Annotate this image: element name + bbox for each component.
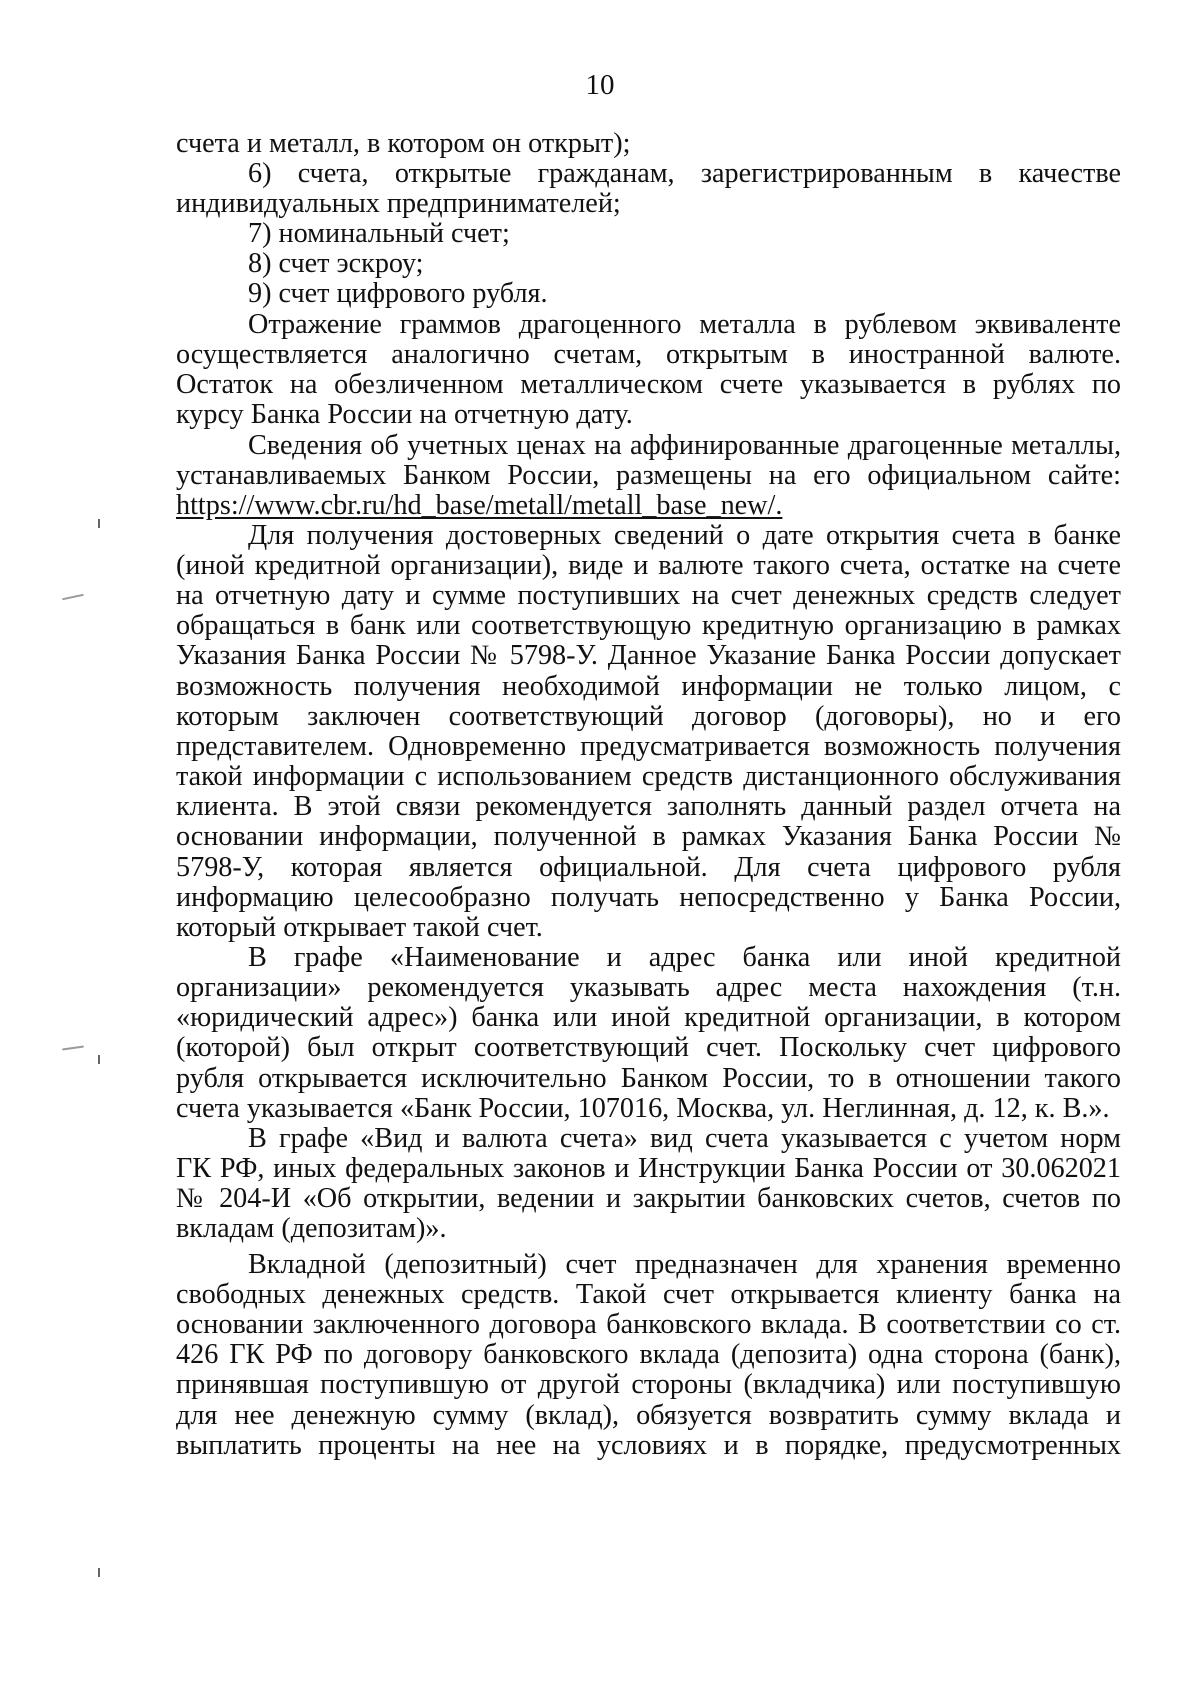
text-line: (которой) был открыт соответствующий счет. Поскольку счет цифрового [176,1032,1121,1063]
text-line: 9) счет цифрового рубля. [248,278,548,309]
text-line: Для получения достоверных сведений о дате открытия счета в банке [248,520,1121,551]
text-line: Вкладной (депозитный) счет предназначен для хранения временно [248,1249,1121,1280]
text-line: 7) номинальный счет; [248,218,510,249]
text-line: ГК РФ, иных федеральных законов и Инструкции Банка России от 30.062021 [176,1153,1121,1184]
text-line: основании информации, полученной в рамках Указания Банка России № [176,821,1121,852]
text-line: Остаток на обезличенном металлическом счете указывается в рублях по [176,369,1121,400]
text-line: который открывает такой счет. [176,912,543,943]
scan-mark [62,1045,84,1050]
text-line: на отчетную дату и сумме поступивших на счет денежных средств следует [176,580,1121,611]
text-line: информацию целесообразно получать непосредственно у Банка России, [176,882,1121,913]
cbr-metal-prices-link[interactable]: https://www.cbr.ru/hd_base/metall/metall_base_new/. [176,490,783,521]
text-line: принявшая поступившую от другой стороны (вкладчика) или поступившую [176,1369,1121,1400]
text-line: возможность получения необходимой информации не только лицом, с [176,671,1121,702]
text-line: Отражение граммов драгоценного металла в рублевом эквиваленте [248,309,1121,340]
scan-mark [98,519,100,528]
text-line: такой информации с использованием средств дистанционного обслуживания [176,761,1121,792]
text-line: счета указывается «Банк России, 107016, Москва, ул. Неглинная, д. 12, к. В.». [176,1093,1110,1124]
text-line: 8) счет эскроу; [248,248,424,279]
text-line: выплатить проценты на нее на условиях и в порядке, предусмотренных [176,1430,1121,1461]
text-line: Сведения об учетных ценах на аффинированные драгоценные металлы, [248,430,1121,461]
text-line: курсу Банка России на отчетную дату. [176,399,633,430]
text-line: счета и металл, в котором он открыт); [176,128,631,159]
page-number: 10 [585,69,615,101]
text-line: организации» рекомендуется указывать адрес места нахождения (т.н. [176,972,1121,1003]
text-line: представителем. Одновременно предусматривается возможность получения [176,731,1121,762]
text-line: 5798-У, которая является официальной. Для счета цифрового рубля [176,852,1121,883]
text-line: В графе «Вид и валюта счета» вид счета указывается с учетом норм [248,1123,1121,1154]
scan-mark [62,594,84,601]
text-line: В графе «Наименование и адрес банка или иной кредитной [248,942,1121,973]
text-line: индивидуальных предпринимателей; [176,188,621,219]
text-line: для нее денежную сумму (вклад), обязуется возвратить сумму вклада и [176,1400,1121,1431]
text-line: 6) счета, открытые гражданам, зарегистрированным в качестве [248,158,1121,189]
text-line: (иной кредитной организации), виде и валюте такого счета, остатке на счете [176,550,1121,581]
text-line: рубля открывается исключительно Банком России, то в отношении такого [176,1063,1121,1094]
text-line: основании заключенного договора банковского вклада. В соответствии со ст. [176,1309,1121,1340]
text-line: Указания Банка России № 5798-У. Данное Указание Банка России допускает [176,640,1121,671]
text-line: вкладам (депозитам)». [176,1213,447,1244]
text-line: обращаться в банк или соответствующую кредитную организацию в рамках [176,610,1121,641]
text-line: осуществляется аналогично счетам, открытым в иностранной валюте. [176,339,1121,370]
text-line: свободных денежных средств. Такой счет открывается клиенту банка на [176,1279,1121,1310]
text-line: клиента. В этой связи рекомендуется заполнять данный раздел отчета на [176,791,1121,822]
scan-mark [98,1055,100,1064]
text-line: которым заключен соответствующий договор (договоры), но и его [176,701,1121,732]
scan-mark [98,1568,100,1577]
text-line: «юридический адрес») банка или иной кредитной организации, в котором [176,1002,1121,1033]
text-line: 426 ГК РФ по договору банковского вклада (депозита) одна сторона (банк), [176,1339,1121,1370]
text-line: № 204-И «Об открытии, ведении и закрытии банковских счетов, счетов по [176,1183,1121,1214]
text-line: устанавливаемых Банком России, размещены на его официальном сайте: [176,460,1121,491]
